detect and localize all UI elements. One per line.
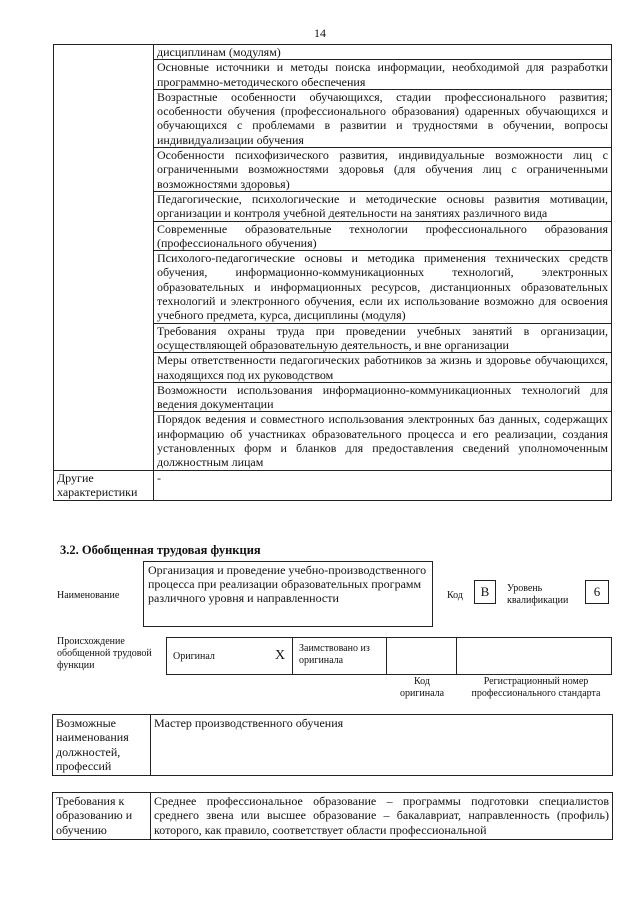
- origin-label: Происхождение обобщенной трудовой функции: [57, 636, 152, 671]
- original-cell: [166, 637, 293, 675]
- table-cell: Современные образовательные технологии профессионального образования (профессионального обучения): [154, 221, 612, 251]
- table-cell: дисциплинам (модулям): [154, 45, 612, 60]
- code-value: В: [480, 584, 490, 599]
- table-cell: Порядок ведения и совместного использования электронных баз данных, содержащих информацию об участниках образовательного процесса и его реализации, создания установленных форм и бланков для предоставления сведений уполномоченным должностным лицам: [154, 412, 612, 470]
- table-cell: -: [154, 470, 612, 500]
- merged-left-cell: [54, 45, 154, 471]
- level-label: Уровень квалификации: [507, 583, 569, 606]
- reg-number-caption: Регистрационный номер профессионального стандарта: [471, 676, 601, 699]
- table-cell: Меры ответственности педагогических работников за жизнь и здоровье обучающихся, находящихся под их руководством: [154, 353, 612, 383]
- level-value-box: [585, 580, 609, 604]
- code-value-box: [474, 580, 496, 604]
- borrowed-cell: [292, 637, 387, 675]
- name-label: Наименование: [57, 590, 120, 601]
- table-cell: Требования охраны труда при проведении учебных занятий в организации, осуществляющей образовательную деятельность, и вне организации: [154, 323, 612, 353]
- positions-value: Мастер производственного обучения: [151, 715, 613, 776]
- education-table: [52, 792, 613, 840]
- original-label: Оригинал: [173, 651, 215, 662]
- positions-table: [52, 714, 613, 776]
- function-name-box: [143, 561, 433, 627]
- education-label: Требования к образованию и обучению: [53, 793, 151, 840]
- code-label: Код: [447, 590, 463, 601]
- competency-table: [53, 44, 612, 501]
- section-title: 3.2. Обобщенная трудовая функция: [60, 543, 261, 557]
- education-value: Среднее профессиональное образование – программы подготовки специалистов среднего звена или высшее образование – бакалавриат, направленность (профиль) которого, как правило, соответствует области профессиональной: [151, 793, 613, 840]
- other-characteristics-label: Другие характеристики: [54, 470, 154, 500]
- table-cell: Педагогические, психологические и методические основы развития мотивации, организации и контроля учебной деятельности на занятиях различного вида: [154, 191, 612, 221]
- positions-label: Возможные наименования должностей, профессий: [53, 715, 151, 776]
- function-name: Организация и проведение учебно-производственного процесса при реализации образовательных программ различного уровня и направленности: [148, 563, 427, 605]
- table-row: [53, 793, 613, 840]
- table-row: [53, 715, 613, 776]
- table-cell: Возможности использования информационно-коммуникационных технологий для ведения документации: [154, 382, 612, 412]
- table-cell: Основные источники и методы поиска информации, необходимой для разработки программно-методического обеспечения: [154, 60, 612, 90]
- level-value: 6: [593, 584, 601, 599]
- table-cell: Особенности психофизического развития, индивидуальные возможности лиц с ограниченными возможностями здоровья (для обучения лиц с ограниченными возможностями здоровья): [154, 148, 612, 192]
- table-row: [54, 470, 612, 500]
- borrowed-label: Заимствовано из оригинала: [299, 643, 370, 666]
- page-number: 14: [314, 26, 326, 40]
- reg-number-cell: [456, 637, 612, 675]
- code-original-cell: [386, 637, 457, 675]
- table-cell: Возрастные особенности обучающихся, стадии профессионального развития; особенности обучения (профессионального образования) одаренных обучающихся и обучающихся с проблемами в развитии и трудностями в обучении, вопросы индивидуализации обучения: [154, 89, 612, 147]
- original-mark: X: [275, 648, 286, 663]
- code-original-caption: Код оригинала: [399, 676, 445, 699]
- table-cell: Психолого-педагогические основы и методика применения технических средств обучения, информационно-коммуникационных технологий, электронных образовательных и информационных ресурсов, дистанционных образовательных технологий и электронного обучения, если их использование возможно для освоения учебного предмета, курса, дисциплины (модуля): [154, 251, 612, 323]
- table-row: [54, 45, 612, 60]
